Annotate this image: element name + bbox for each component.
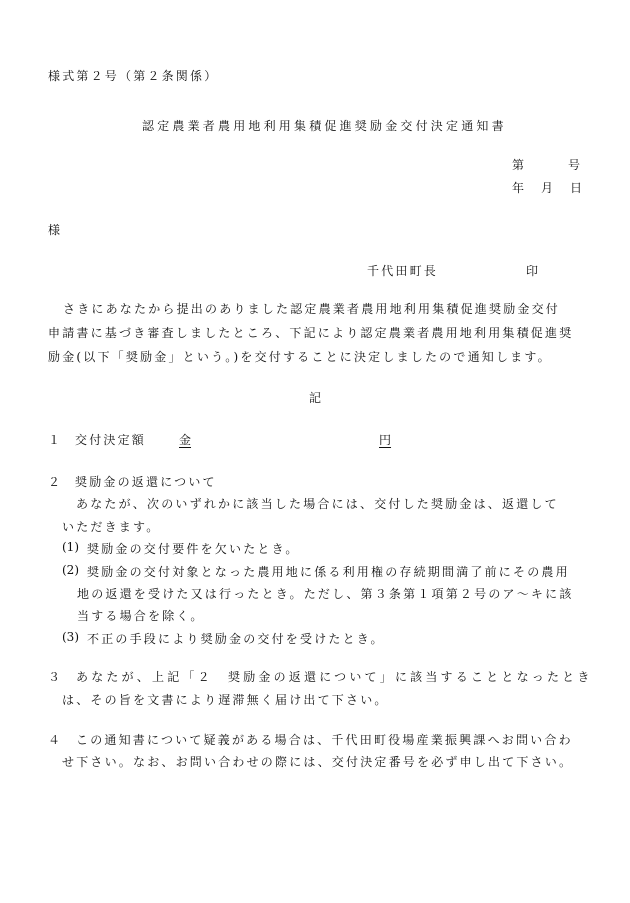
seal-mark: 印: [526, 264, 539, 278]
item2-intro-line-2: いただきます。: [62, 520, 161, 534]
form-number: 様式第２号（第２条関係）: [48, 69, 219, 83]
sub2-line-3: 当する場合を除く。: [77, 609, 205, 623]
item1-number: １: [48, 433, 61, 447]
sub2-line-1: 奨励金の交付対象となった農用地に係る利用権の存続期間満了前にその農用: [87, 565, 570, 579]
sub1-number: (1): [62, 540, 79, 554]
item4-line-2: せ下さい。なお、お問い合わせの際には、交付決定番号を必ず申し出て下さい。: [62, 755, 574, 769]
item1-amount-line: [179, 431, 394, 448]
number-dai: 第: [512, 158, 525, 172]
item2-intro-line-1: あなたが、次のいずれかに該当した場合には、交付した奨励金は、返還して: [76, 497, 559, 511]
body-line-1: さきにあなたから提出のありました認定農業者農用地利用集積促進奨励金交付: [63, 302, 561, 316]
date-year: 年: [512, 181, 525, 195]
issuer-name: 千代田町長: [367, 264, 439, 278]
sub2-line-2: 地の返還を受けた又は行ったとき。ただし、第３条第１項第２号のア～キに該: [77, 587, 574, 601]
date-day: 日: [570, 181, 583, 195]
addressee-sama: 様: [48, 223, 61, 237]
document-title: 認定農業者農用地利用集積促進奨励金交付決定通知書: [142, 119, 507, 133]
item1-kin: 金: [179, 433, 192, 447]
date-month: 月: [541, 181, 554, 195]
item2-number: ２: [48, 475, 61, 489]
item3-line-1: あなたが、上記「２ 奨励金の返還について」に該当することとなったとき: [76, 670, 593, 684]
body-line-2: 申請書に基づき審査しましたところ、下記により認定農業者農用地利用集積促進奨: [48, 326, 574, 340]
item4-line-1: この通知書について疑義がある場合は、千代田町役場産業振興課へお問い合わ: [76, 733, 573, 747]
item2-heading: 奨励金の返還について: [75, 475, 217, 489]
item3-number: ３: [48, 670, 61, 684]
number-go: 号: [568, 158, 581, 172]
sub2-number: (2): [62, 563, 79, 577]
sub3-number: (3): [62, 630, 79, 644]
sub3-line-1: 不正の手段により奨励金の交付を受けたとき。: [87, 632, 385, 646]
ki-heading: 記: [309, 391, 322, 405]
item3-line-2: は、その旨を文書により遅滞無く届け出て下さい。: [62, 693, 389, 707]
item4-number: ４: [48, 733, 61, 747]
item1-label: 交付決定額: [75, 433, 147, 447]
body-line-3: 励金(以下「奨励金」という。)を交付することに決定しましたので通知します。: [48, 350, 552, 364]
item1-yen: 円: [379, 433, 392, 447]
sub1-line-1: 奨励金の交付要件を欠いたとき。: [87, 542, 300, 556]
